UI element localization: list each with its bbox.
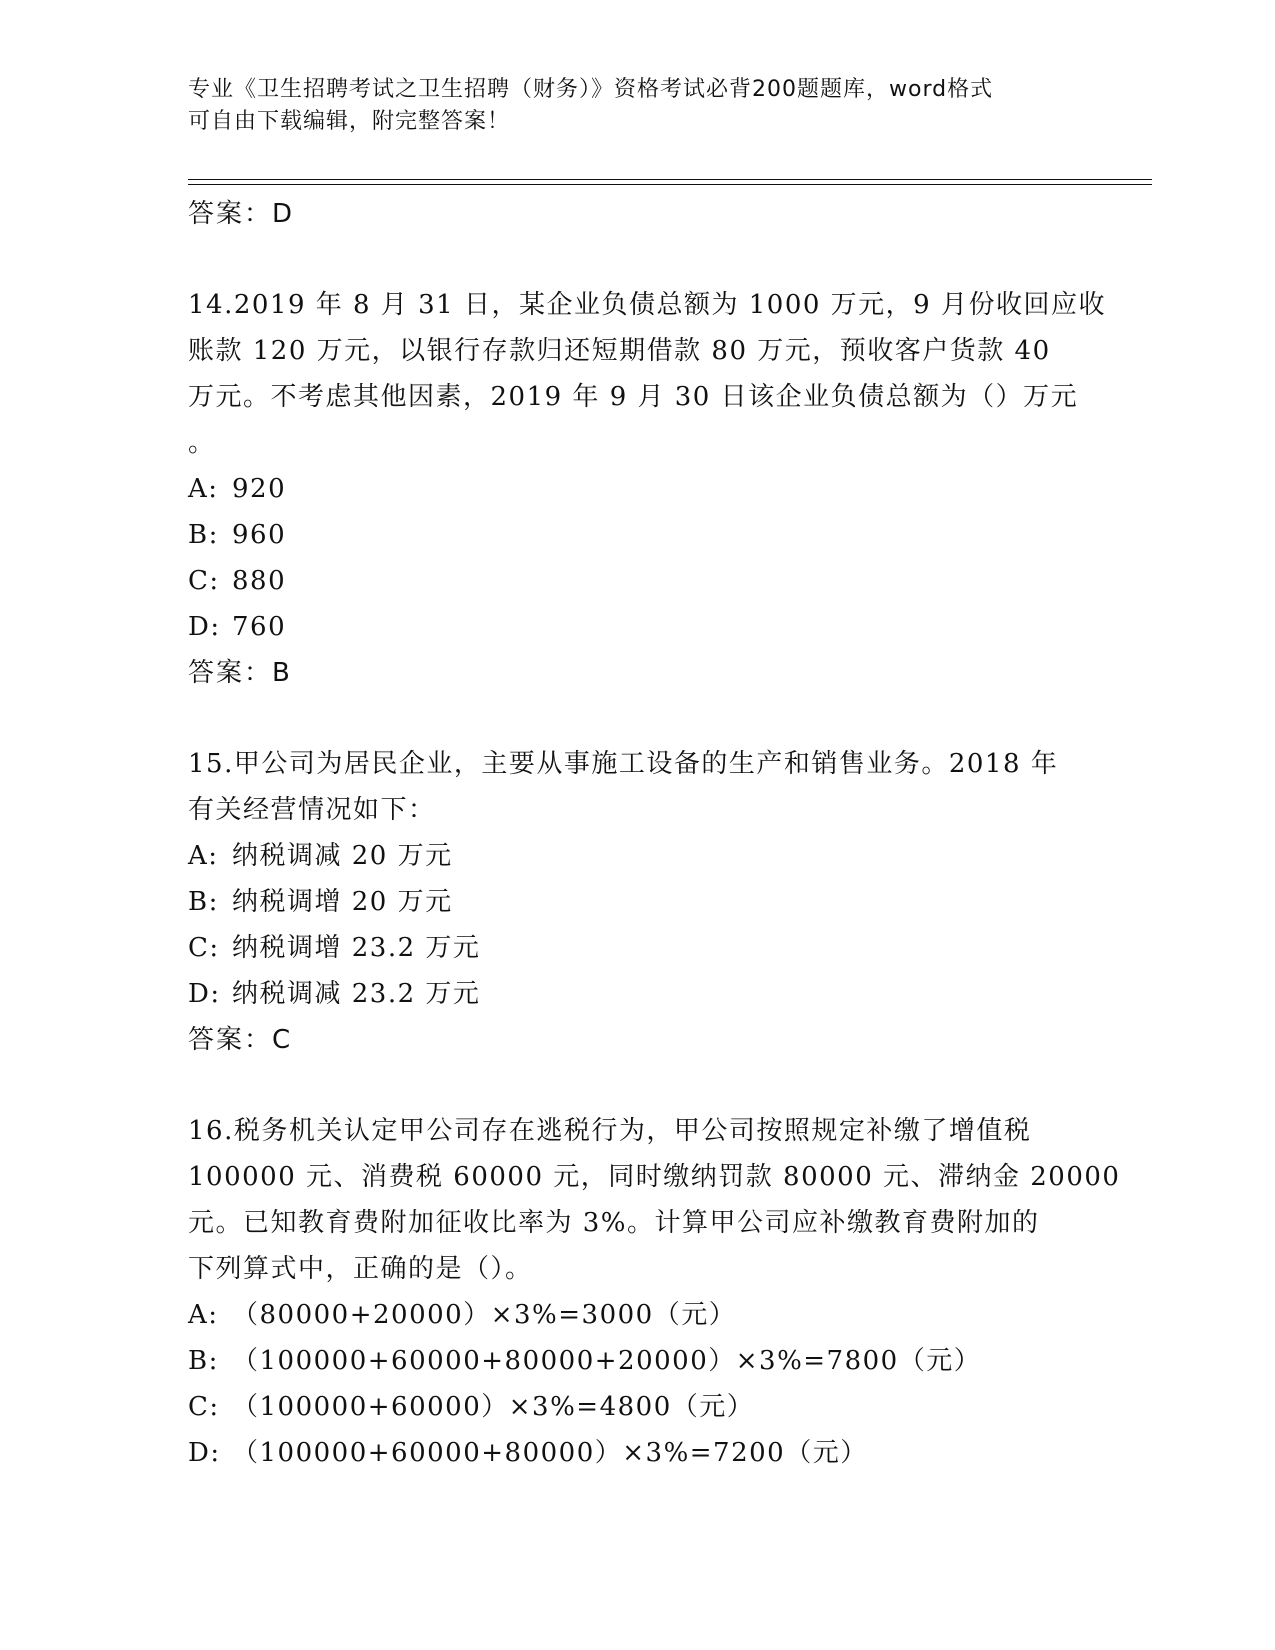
option-15-d — [188, 971, 1088, 1017]
question-16-line-4: 下列算式中，正确的是（）。 — [188, 1254, 533, 1284]
option-text: （100000+60000+80000+20000）×3%=7800（元） — [232, 1346, 982, 1376]
option-key: B: — [188, 520, 219, 550]
option-14-d — [188, 604, 1088, 650]
option-key: B: — [188, 887, 219, 917]
answer-15: 答案：C — [188, 1025, 293, 1055]
question-16-line-3: 元。已知教育费附加征收比率为 3%。计算甲公司应补缴教育费附加的 — [188, 1208, 1040, 1238]
question-15-line-1: 15.甲公司为居民企业，主要从事施工设备的生产和销售业务。2018 年 — [188, 749, 1059, 779]
question-14-line-4: 。 — [188, 428, 216, 458]
spacer — [188, 237, 1088, 282]
option-key: B: — [188, 1346, 219, 1376]
option-16-c — [188, 1384, 1088, 1430]
option-key: A: — [188, 474, 219, 504]
answer-13: 答案：D — [188, 199, 295, 229]
option-15-a — [188, 833, 1088, 879]
question-16-line-2: 100000 元、消费税 60000 元，同时缴纳罚款 80000 元、滞纳金 20000 — [188, 1162, 1121, 1192]
option-text: 880 — [232, 566, 287, 596]
header-rule-top — [188, 179, 1152, 180]
option-text: 纳税调增 20 万元 — [232, 887, 453, 917]
answer-14: 答案：B — [188, 658, 292, 688]
spacer — [188, 696, 1088, 741]
question-content — [188, 191, 1121, 1476]
option-text: （80000+20000）×3%=3000（元） — [232, 1300, 737, 1330]
question-16-line-1: 16.税务机关认定甲公司存在逃税行为，甲公司按照规定补缴了增值税 — [188, 1116, 1032, 1146]
option-key: C: — [188, 1392, 220, 1422]
page-header — [188, 74, 1068, 138]
option-16-a — [188, 1292, 1088, 1338]
option-text: 纳税调增 23.2 万元 — [232, 933, 481, 963]
header-line-2: 可自由下载编辑，附完整答案！ — [188, 109, 511, 134]
option-key: D: — [188, 1438, 221, 1468]
spacer — [188, 1063, 1088, 1108]
option-16-d — [188, 1430, 1088, 1476]
option-14-b — [188, 512, 1088, 558]
question-15 — [188, 741, 1088, 1063]
question-14-line-3: 万元。不考虑其他因素，2019 年 9 月 30 日该企业负债总额为（）万元 — [188, 382, 1079, 412]
option-14-a — [188, 466, 1088, 512]
option-text: （100000+60000+80000）×3%=7200（元） — [232, 1438, 868, 1468]
question-14-line-1: 14.2019 年 8 月 31 日，某企业负债总额为 1000 万元，9 月份收回应收 — [188, 290, 1106, 320]
option-text: 960 — [232, 520, 287, 550]
header-line-1: 专业《卫生招聘考试之卫生招聘（财务）》资格考试必背200题题库，word格式 — [188, 77, 994, 102]
option-key: D: — [188, 979, 221, 1009]
option-text: （100000+60000）×3%=4800（元） — [232, 1392, 755, 1422]
option-text: 760 — [232, 612, 287, 642]
option-key: D: — [188, 612, 221, 642]
option-14-c — [188, 558, 1088, 604]
question-14-line-2: 账款 120 万元，以银行存款归还短期借款 80 万元，预收客户货款 40 — [188, 336, 1051, 366]
option-key: A: — [188, 841, 219, 871]
option-text: 920 — [232, 474, 287, 504]
option-15-b — [188, 879, 1088, 925]
option-text: 纳税调减 23.2 万元 — [232, 979, 481, 1009]
question-14 — [188, 282, 1106, 696]
question-16 — [188, 1108, 1121, 1476]
option-key: C: — [188, 933, 220, 963]
option-text: 纳税调减 20 万元 — [232, 841, 453, 871]
option-16-b — [188, 1338, 1088, 1384]
header-rule-bottom — [188, 184, 1152, 185]
option-15-c — [188, 925, 1088, 971]
option-key: C: — [188, 566, 220, 596]
option-key: A: — [188, 1300, 219, 1330]
question-15-line-2: 有关经营情况如下： — [188, 795, 436, 825]
